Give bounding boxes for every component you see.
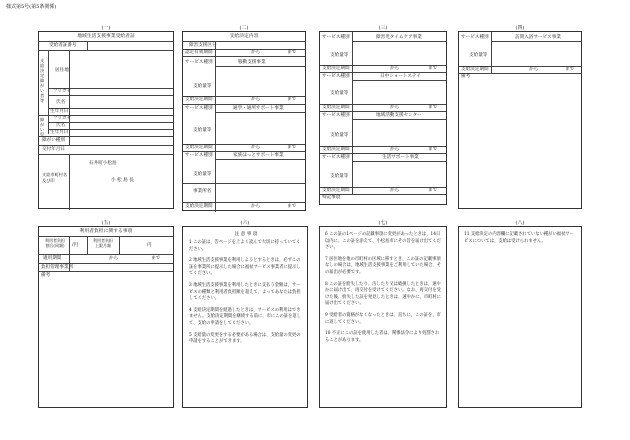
- service-type-label: サービス種別: [461, 35, 489, 40]
- made: まで: [287, 204, 297, 209]
- note-item: 6 この証の1ページの記載事項に変更があったときは、14日以内に、この証を添えて、小松島市にその旨を届け出てください。: [325, 232, 441, 251]
- sheet-notes-3: [458, 220, 582, 408]
- sheet-recipient-certificate: [38, 25, 174, 209]
- kara: から: [251, 50, 261, 55]
- recipient-section-label: 支給決定障がい者等: [40, 58, 45, 103]
- sheet-user-burden: [38, 220, 174, 408]
- sheet-number: (五): [101, 220, 111, 226]
- volume-label: 支給量等: [330, 133, 349, 138]
- remarks-label: 備考: [41, 273, 51, 278]
- note-item: 8 この証を紛失したり、汚したり又は破損したときは、速やかに届け出て、再交付を受けてください。なお、再交付を受けた後、紛失した証を発見したときは、速やかに、市町村に届け出てください。: [325, 281, 442, 307]
- made: まで: [428, 147, 438, 152]
- volume-label: 支給量等: [193, 128, 212, 133]
- kara: から: [390, 66, 400, 71]
- note-item: 11 支給決定の内容欄に記載されていない種がい福祉サービスについては、支給は受けられません。: [464, 232, 574, 244]
- sheet-number: (三): [378, 25, 388, 31]
- service-bathing: 訪問入浴サービス事業: [515, 35, 561, 40]
- note-item: 9 受給者の資格がなくなったときは、直ちに、この証を、市に返してください。: [325, 312, 441, 325]
- validity-label: 認定有効期間: [185, 50, 213, 55]
- sheet-number: (六): [240, 220, 250, 226]
- made: まで: [565, 67, 575, 72]
- remarks-label: 備考: [461, 74, 471, 79]
- notes-title: 注 意 事 項: [234, 232, 258, 237]
- made: まで: [428, 105, 438, 110]
- kara: から: [390, 147, 400, 152]
- made: まで: [287, 145, 297, 150]
- provider-label: 事業所名: [193, 189, 212, 194]
- benefit-title: 支給決定内容: [183, 32, 305, 42]
- kara: から: [529, 67, 539, 72]
- sheet-benefit-decision: [182, 25, 306, 211]
- kara: から: [251, 145, 261, 150]
- birth2-label: 生年月日: [50, 130, 69, 135]
- sheet-services-3: [319, 25, 447, 205]
- volume-label: 支給量等: [193, 84, 212, 89]
- applicable-label: 適用期間: [43, 256, 62, 261]
- special-notes-label: 特記事項: [322, 195, 341, 200]
- name2-label: 氏名: [56, 123, 66, 128]
- sheet-number: (七): [378, 220, 388, 226]
- period-label: 支給決定期間: [185, 204, 213, 209]
- manager-label: 負担管理事業所: [41, 265, 74, 270]
- issue-date-label: 交付年月日: [42, 147, 65, 152]
- furigana2-label: フリガナ: [53, 116, 72, 121]
- service-mobility: 移動支援事業: [238, 60, 266, 65]
- per-month: /円: [72, 243, 79, 248]
- service-type-label: サービス種別: [185, 106, 213, 111]
- volume-label: 支給量等: [193, 172, 212, 177]
- disability-type-label: 障がい種別: [42, 138, 65, 143]
- burden-title: 利用者負担に関する事項: [39, 227, 173, 237]
- made: まで: [428, 188, 438, 193]
- city-name: 石井町小松島: [89, 161, 117, 166]
- volume-label: 支給量等: [330, 174, 349, 179]
- kara: から: [251, 204, 261, 209]
- made: まで: [151, 256, 161, 261]
- sheet-number: (一): [101, 25, 111, 31]
- service-type-label: サービス種別: [185, 153, 213, 158]
- service-type-label: サービス種別: [322, 113, 350, 118]
- made: まで: [287, 97, 297, 102]
- kara: から: [251, 97, 261, 102]
- note-item: 7 居住地を他の市町村の区域に移すとき、この証の記載事項なしの場合は、地域生活支援事業をご利用していた場合、その届出が必要です。: [325, 256, 442, 275]
- period-label: 支給決定期間: [322, 188, 350, 193]
- service-shortstay: 日中ショートステイ: [380, 74, 421, 79]
- period-label: 支給決定期間: [461, 67, 489, 72]
- mayor-name: 小 松 島 長: [111, 178, 134, 183]
- period-label: 支給決定期間: [185, 145, 213, 150]
- note-item: 5 支給量の変更をする必要がある場合は、支給量の変更の申請をすることができます。: [189, 332, 301, 345]
- support-class-label: 障害支援区分: [189, 43, 217, 48]
- furigana-label: フリガナ: [53, 89, 72, 94]
- recipient-no-label: 受給者証番号: [49, 43, 77, 48]
- burden-cap-label: 利用者負担 割合(同額): [45, 238, 65, 248]
- sheet-number: (八): [515, 220, 525, 226]
- kara: から: [109, 256, 119, 261]
- burden-limit-label: 利用者負担 上限月額: [93, 238, 113, 248]
- sheet-number: (二): [239, 25, 249, 31]
- note-item: 10 不正にこの証を使用した者は、関係法令により処罰されることがあります。: [325, 331, 440, 343]
- service-type-label: サービス種別: [322, 155, 350, 160]
- volume-label: 支給量等: [469, 53, 488, 58]
- name-label: 氏名: [56, 100, 66, 105]
- service-commute: 通学・通所サポート事業: [233, 106, 284, 111]
- sheet-services-4: [458, 25, 582, 209]
- made: まで: [287, 50, 297, 55]
- service-type-label: サービス種別: [322, 74, 350, 79]
- form-number: 様式第5号(第5条関係): [6, 4, 57, 10]
- service-type-label: サービス種別: [322, 35, 350, 40]
- service-activity-center: 地域活動支援センター: [376, 113, 422, 118]
- child-section-label: 障がい児: [40, 117, 45, 137]
- period-label: 支給決定期間: [322, 147, 350, 152]
- volume-label: 支給量等: [330, 53, 349, 58]
- sheet-notes-2: [319, 220, 447, 408]
- city-label: 支給市町村名 及び印: [42, 172, 68, 183]
- service-life-support: 生活サポート事業: [382, 155, 419, 160]
- period-label: 支給決定期間: [322, 66, 350, 71]
- period-label: 支給決定期間: [322, 105, 350, 110]
- birth-label: 生年月日: [50, 109, 69, 114]
- volume-label: 支給量等: [330, 91, 349, 96]
- kara: から: [390, 105, 400, 110]
- certificate-title: 地域生活支援事業受給者証: [39, 32, 173, 42]
- service-timecare: 障害児タイムケア事業: [376, 35, 422, 40]
- note-item: 3 地域生活支援事業を利用したときに支払う金額は、サービスの種類と利用者負担額を超えて、よってあなたは負担してください。: [189, 282, 301, 302]
- note-item: 1 この証は、告ページを上よく読んで大切に持っていてください。: [189, 240, 301, 252]
- sheet-number: (四): [515, 25, 525, 31]
- yen: 円: [147, 243, 152, 248]
- service-family: 家族ほっとサポート事業: [233, 153, 284, 158]
- made: まで: [428, 66, 438, 71]
- address-label: 居住地: [55, 68, 69, 73]
- sheet-notes-1: [182, 220, 308, 408]
- service-type-label: サービス種別: [185, 60, 213, 65]
- note-item: 2 地域生活支援事業を利用しようとするときは、必ずこの証を事業所に提示した場合に福祉サービス事業者に提示してください。: [189, 258, 301, 277]
- note-item: 4 支給決定期間を経過したときは、サービスの利用はできません。支給決定期間を継続する前に、市にこの証を返して、支給の申請をしてください。: [189, 307, 301, 326]
- kara: から: [390, 188, 400, 193]
- period-label: 支給決定期間: [185, 97, 213, 102]
